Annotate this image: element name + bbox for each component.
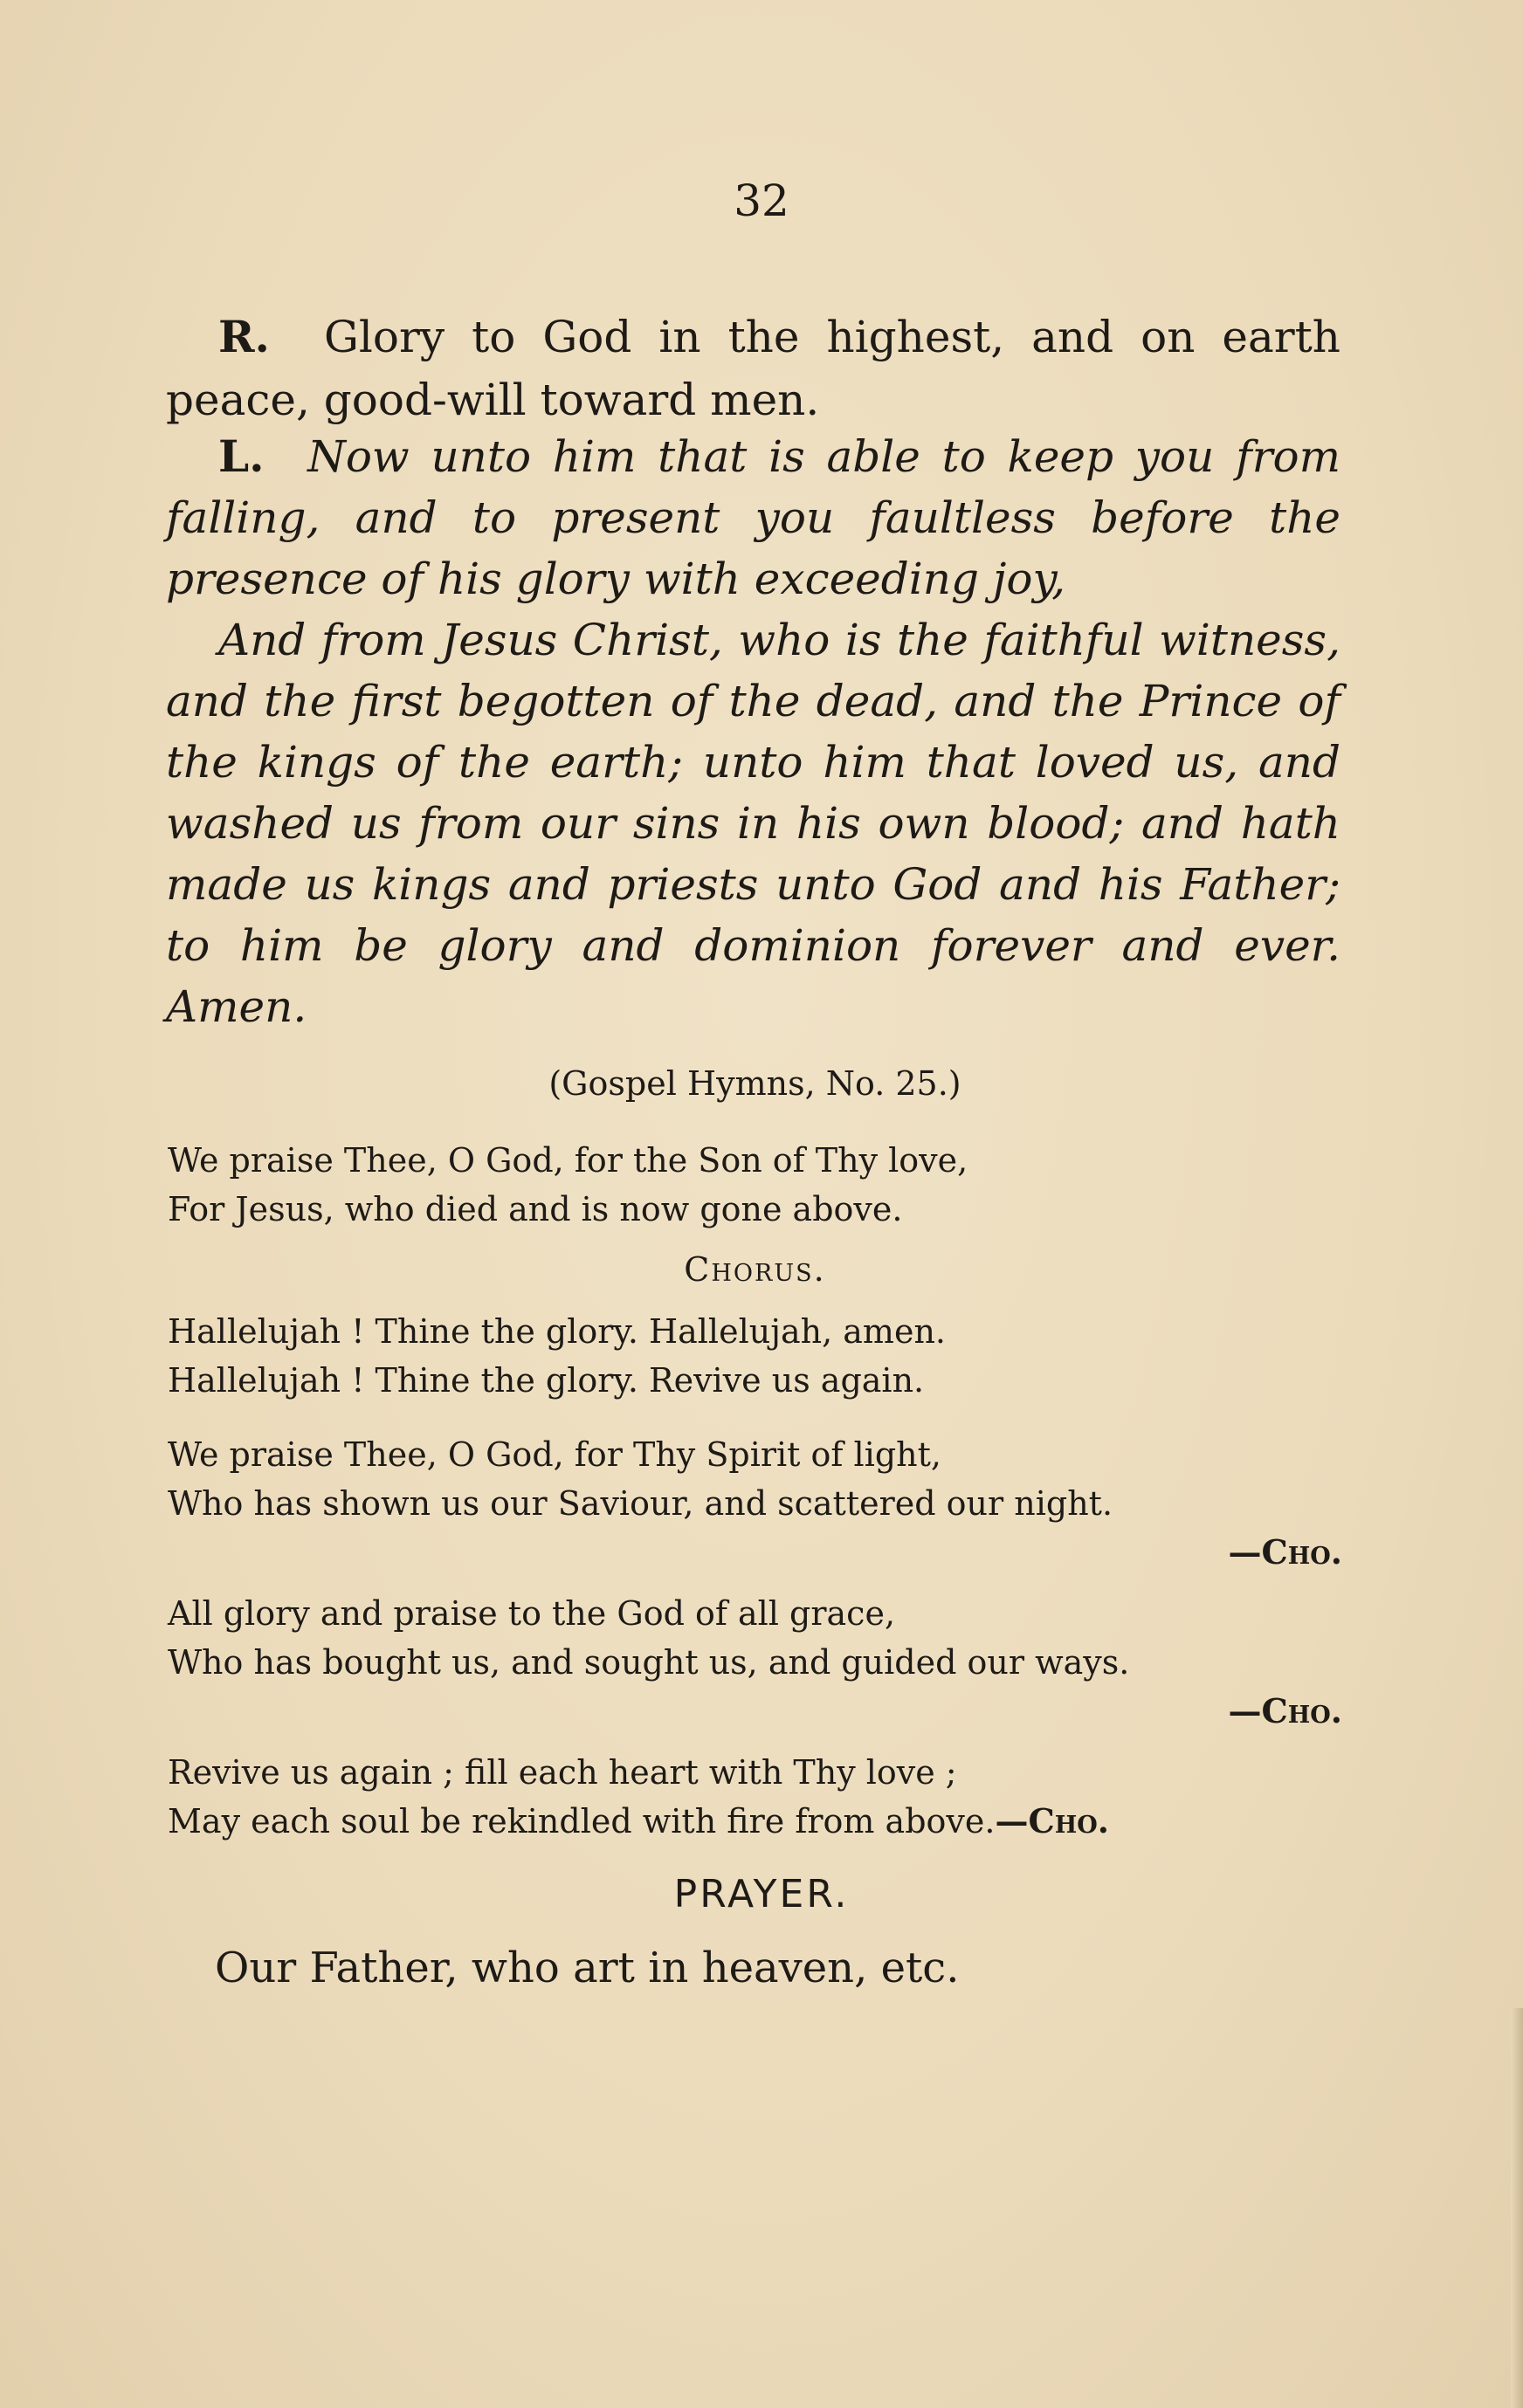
- verse-line: All glory and praise to the God of all grace,: [168, 1594, 896, 1633]
- response-l-text-1: Now unto him that is able to keep you from falling, and to present you faultless before the presence of his glory with exceeding joy,: [166, 431, 1340, 604]
- page-number: 32: [734, 175, 789, 226]
- verse-line-text: May each soul be rekindled with fire from above.: [168, 1802, 996, 1840]
- verse-line-with-cho: [168, 1797, 1342, 1846]
- verse-line: We praise Thee, O God, for Thy Spirit of light,: [168, 1435, 942, 1474]
- chorus-label: Chorus.: [684, 1250, 826, 1289]
- response-l-lead: L.: [218, 430, 265, 482]
- verse-line: Revive us again ; fill each heart with Thy love ;: [168, 1753, 957, 1792]
- cho-marker: —Cho.: [1228, 1532, 1342, 1572]
- chorus-heading: [168, 1245, 1342, 1294]
- response-r-lead: R.: [218, 311, 270, 362]
- verse-line: We praise Thee, O God, for the Son of Thy love,: [168, 1141, 968, 1180]
- verse-line: Who has shown us our Saviour, and scattered our night.: [168, 1484, 1113, 1523]
- chorus-line: Hallelujah ! Thine the glory. Revive us again.: [168, 1361, 925, 1400]
- hymn-source-text: (Gospel Hymns, No. 25.): [548, 1064, 961, 1103]
- verse-line: For Jesus, who died and is now gone above.: [168, 1190, 903, 1228]
- response-r-text: Glory to God in the highest, and on earth peace, good-will toward men.: [166, 312, 1340, 425]
- response-l-paragraph-1: [166, 426, 1340, 609]
- response-l-paragraph-2: And from Jesus Christ, who is the faithful witness, and the first begotten of the dead, and the Prince of the kings of the earth; unto him that loved us, and washed us from our sins in his own blood; and hath made us kings and priests unto God and his Father; to him be glory and dominion forever and ever. Amen.: [166, 615, 1340, 1032]
- response-r-paragraph: [166, 306, 1340, 431]
- hymn-verse-3: [168, 1589, 1342, 1736]
- page-edge-shadow: [1511, 2008, 1523, 2408]
- hymn-verse-1: [168, 1136, 1342, 1234]
- chorus-line: Hallelujah ! Thine the glory. Hallelujah, amen.: [168, 1312, 946, 1351]
- hymn-verse-2: [168, 1430, 1342, 1577]
- hymn-verse-4: [168, 1748, 1342, 1846]
- response-r: [166, 306, 1340, 431]
- hymn-source: [168, 1059, 1342, 1108]
- cho-marker: —Cho.: [995, 1801, 1109, 1840]
- prayer-text: Our Father, who art in heaven, etc.: [215, 1944, 960, 1992]
- response-l: [166, 426, 1340, 1037]
- hymn-chorus: [168, 1307, 1342, 1405]
- verse-line: Who has bought us, and sought us, and guided our ways.: [168, 1643, 1130, 1682]
- prayer-heading: PRAYER.: [673, 1872, 850, 1916]
- cho-marker: —Cho.: [1228, 1691, 1342, 1730]
